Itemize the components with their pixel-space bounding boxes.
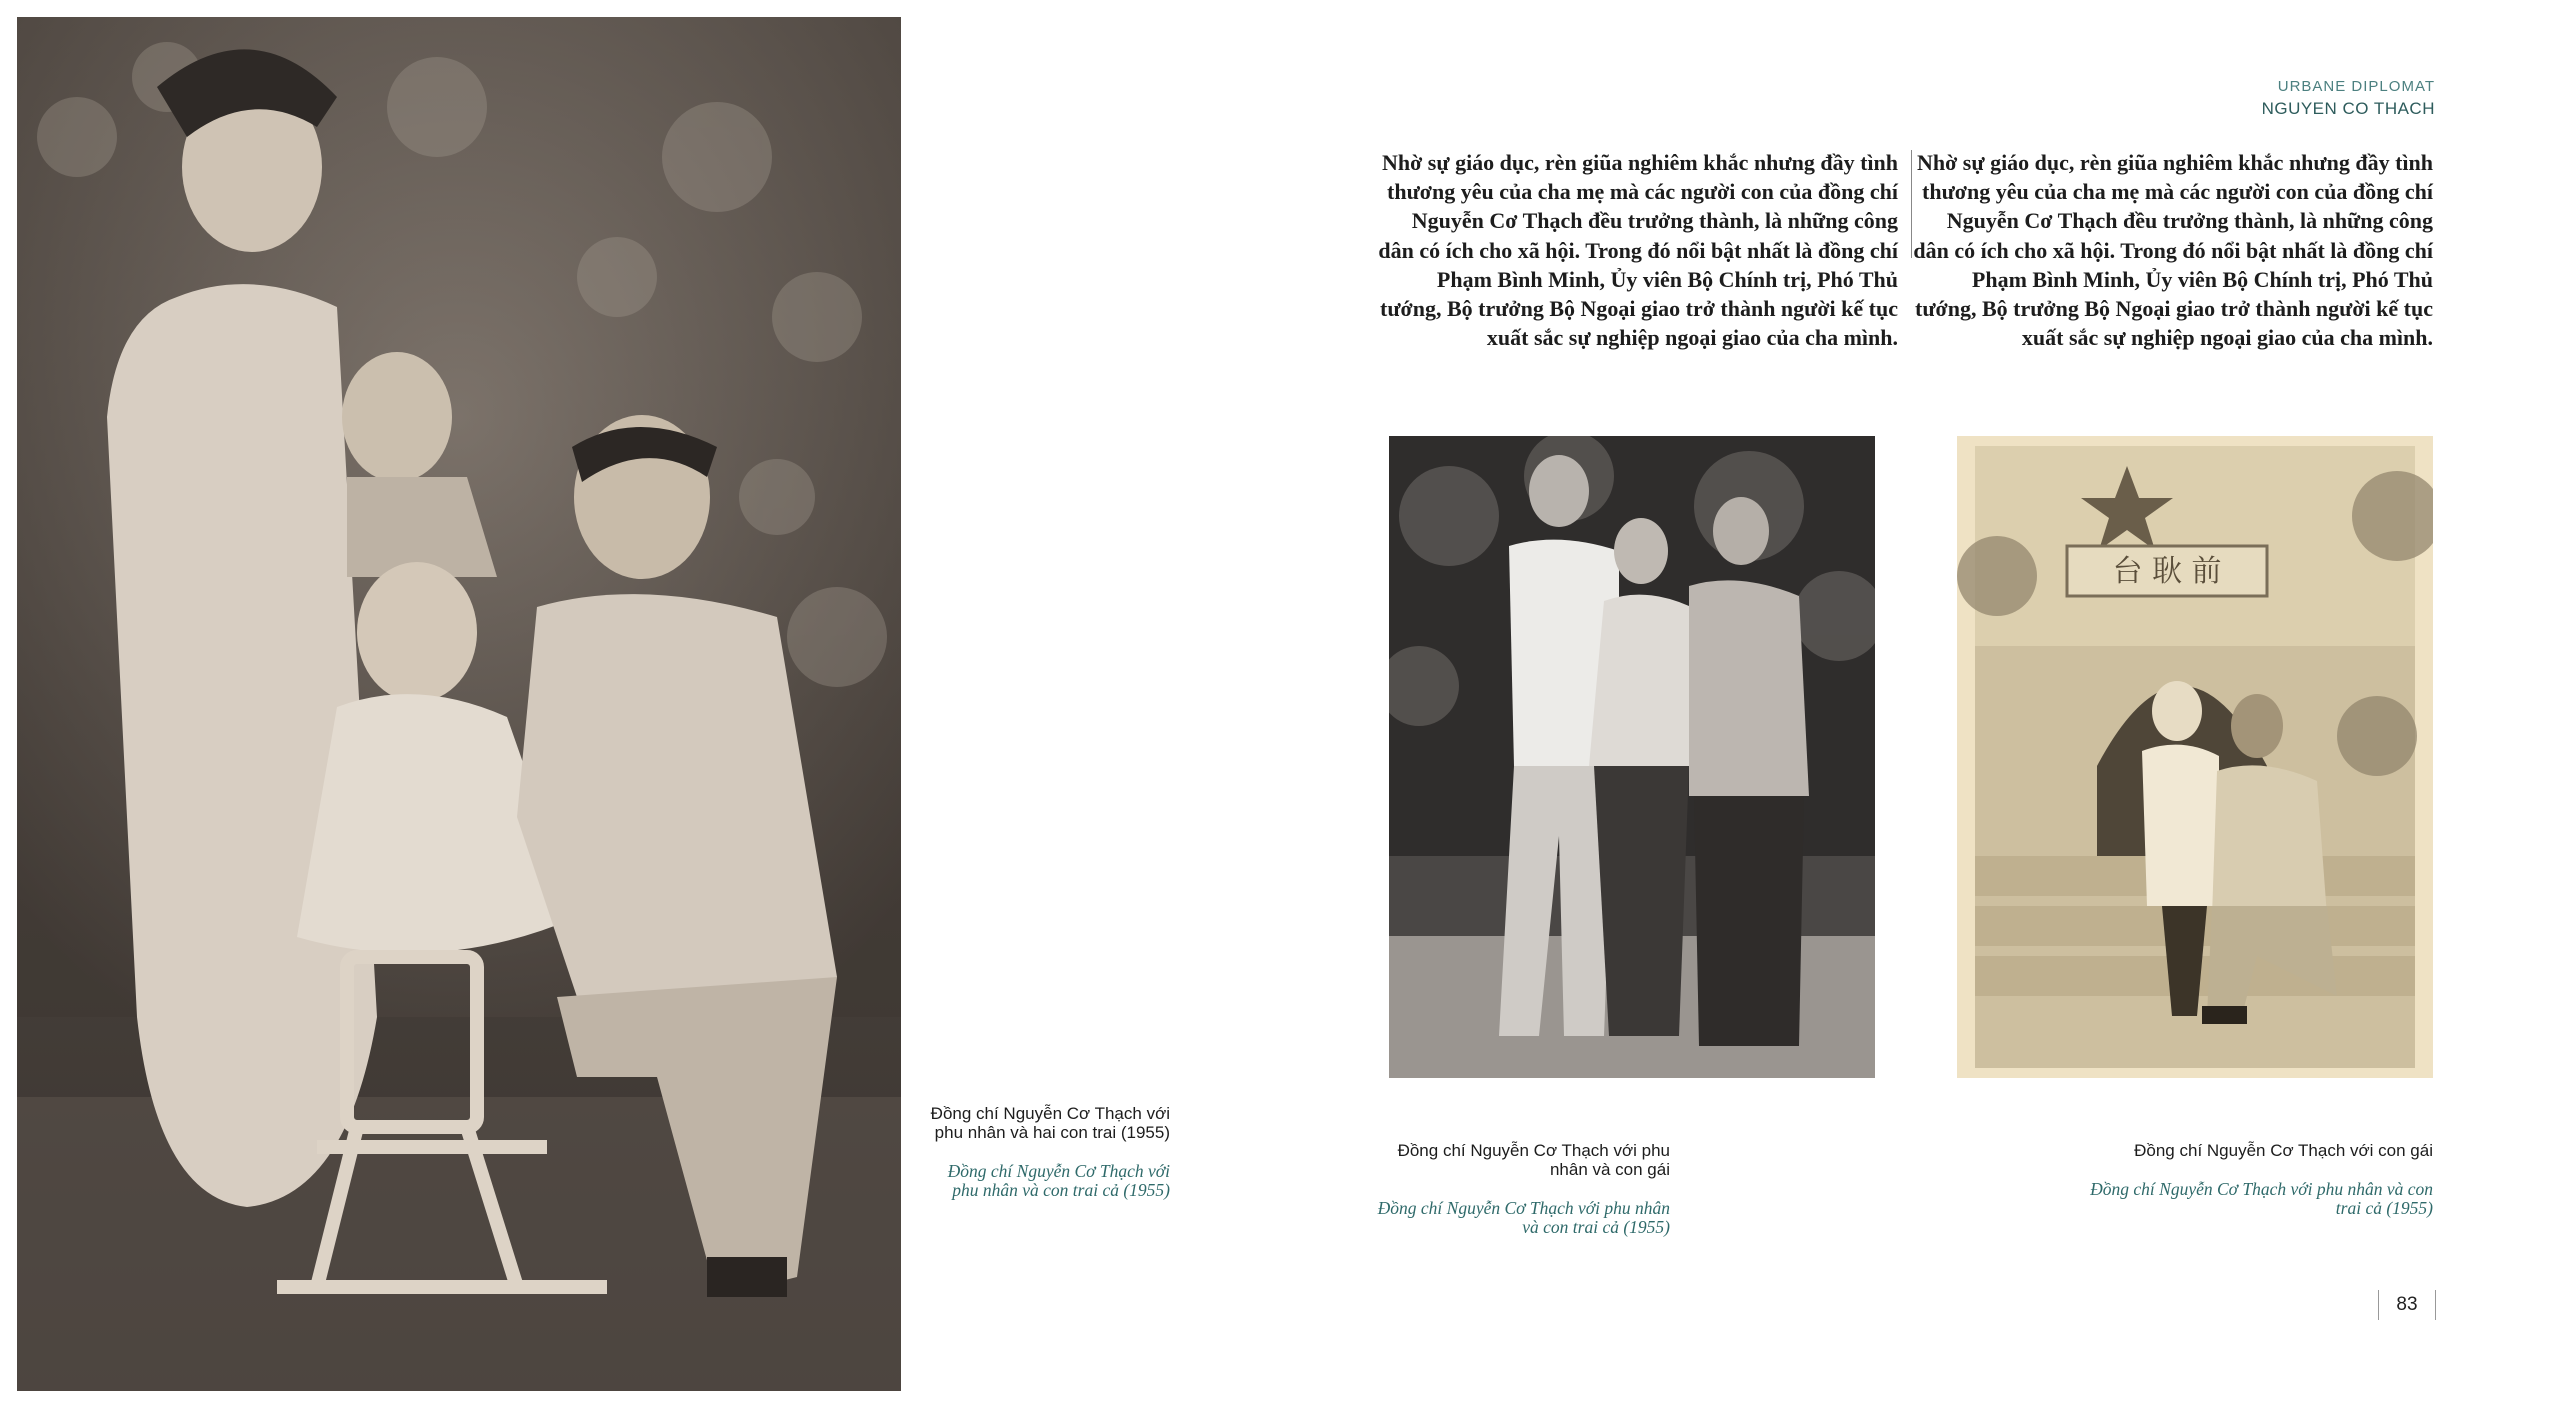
caption-italic: Đồng chí Nguyễn Cơ Thạch với phu nhân và con trai cả (1955) bbox=[2090, 1179, 2433, 1218]
series-title: URBANE DIPLOMAT bbox=[2277, 78, 2435, 95]
caption-text: Đồng chí Nguyễn Cơ Thạch với phu nhân và con gái bbox=[1397, 1141, 1670, 1179]
three-people-photo bbox=[1389, 436, 1875, 1078]
caption-couple-photo bbox=[2080, 1141, 2433, 1218]
caption-family-photo bbox=[930, 1104, 1170, 1200]
page-number: 83 bbox=[2378, 1290, 2436, 1320]
family-photo bbox=[17, 17, 901, 1391]
body-paragraph-mid: Nhờ sự giáo dục, rèn giũa nghiêm khắc nhưng đầy tình thương yêu của cha mẹ mà các người con của đồng chí Nguyễn Cơ Thạch đều trưởng thành, là những công dân có ích cho xã hội. Trong đó nổi bật nhất là đồng chí Phạm Bình Minh, Ủy viên Bộ Chính trị, Phó Thủ tướng, Bộ trưởng Bộ Ngoại giao trở thành người kế tục xuất sắc sự nghiệp ngoại giao của cha mình. bbox=[1378, 150, 1898, 351]
couple-on-steps-photo bbox=[1957, 436, 2433, 1078]
caption-italic: Đồng chí Nguyễn Cơ Thạch với phu nhân và con trai cả (1955) bbox=[947, 1161, 1170, 1200]
column-divider bbox=[1911, 150, 1912, 258]
caption-three-people-photo bbox=[1370, 1141, 1670, 1237]
book-header bbox=[2262, 76, 2435, 120]
caption-text: Đồng chí Nguyễn Cơ Thạch với phu nhân và hai con trai (1955) bbox=[930, 1104, 1170, 1142]
book-title: NGUYEN CO THACH bbox=[2261, 99, 2435, 118]
caption-text: Đồng chí Nguyễn Cơ Thạch với con gái bbox=[2134, 1141, 2433, 1160]
caption-italic: Đồng chí Nguyễn Cơ Thạch với phu nhân và con trai cả (1955) bbox=[1377, 1198, 1670, 1237]
body-paragraph-right: Nhờ sự giáo dục, rèn giũa nghiêm khắc nhưng đầy tình thương yêu của cha mẹ mà các người con của đồng chí Nguyễn Cơ Thạch đều trưởng thành, là những công dân có ích cho xã hội. Trong đó nổi bật nhất là đồng chí Phạm Bình Minh, Ủy viên Bộ Chính trị, Phó Thủ tướng, Bộ trưởng Bộ Ngoại giao trở thành người kế tục xuất sắc sự nghiệp ngoại giao của cha mình. bbox=[1913, 150, 2433, 351]
svg-text:台 耿 前: 台 耿 前 bbox=[2112, 554, 2222, 589]
